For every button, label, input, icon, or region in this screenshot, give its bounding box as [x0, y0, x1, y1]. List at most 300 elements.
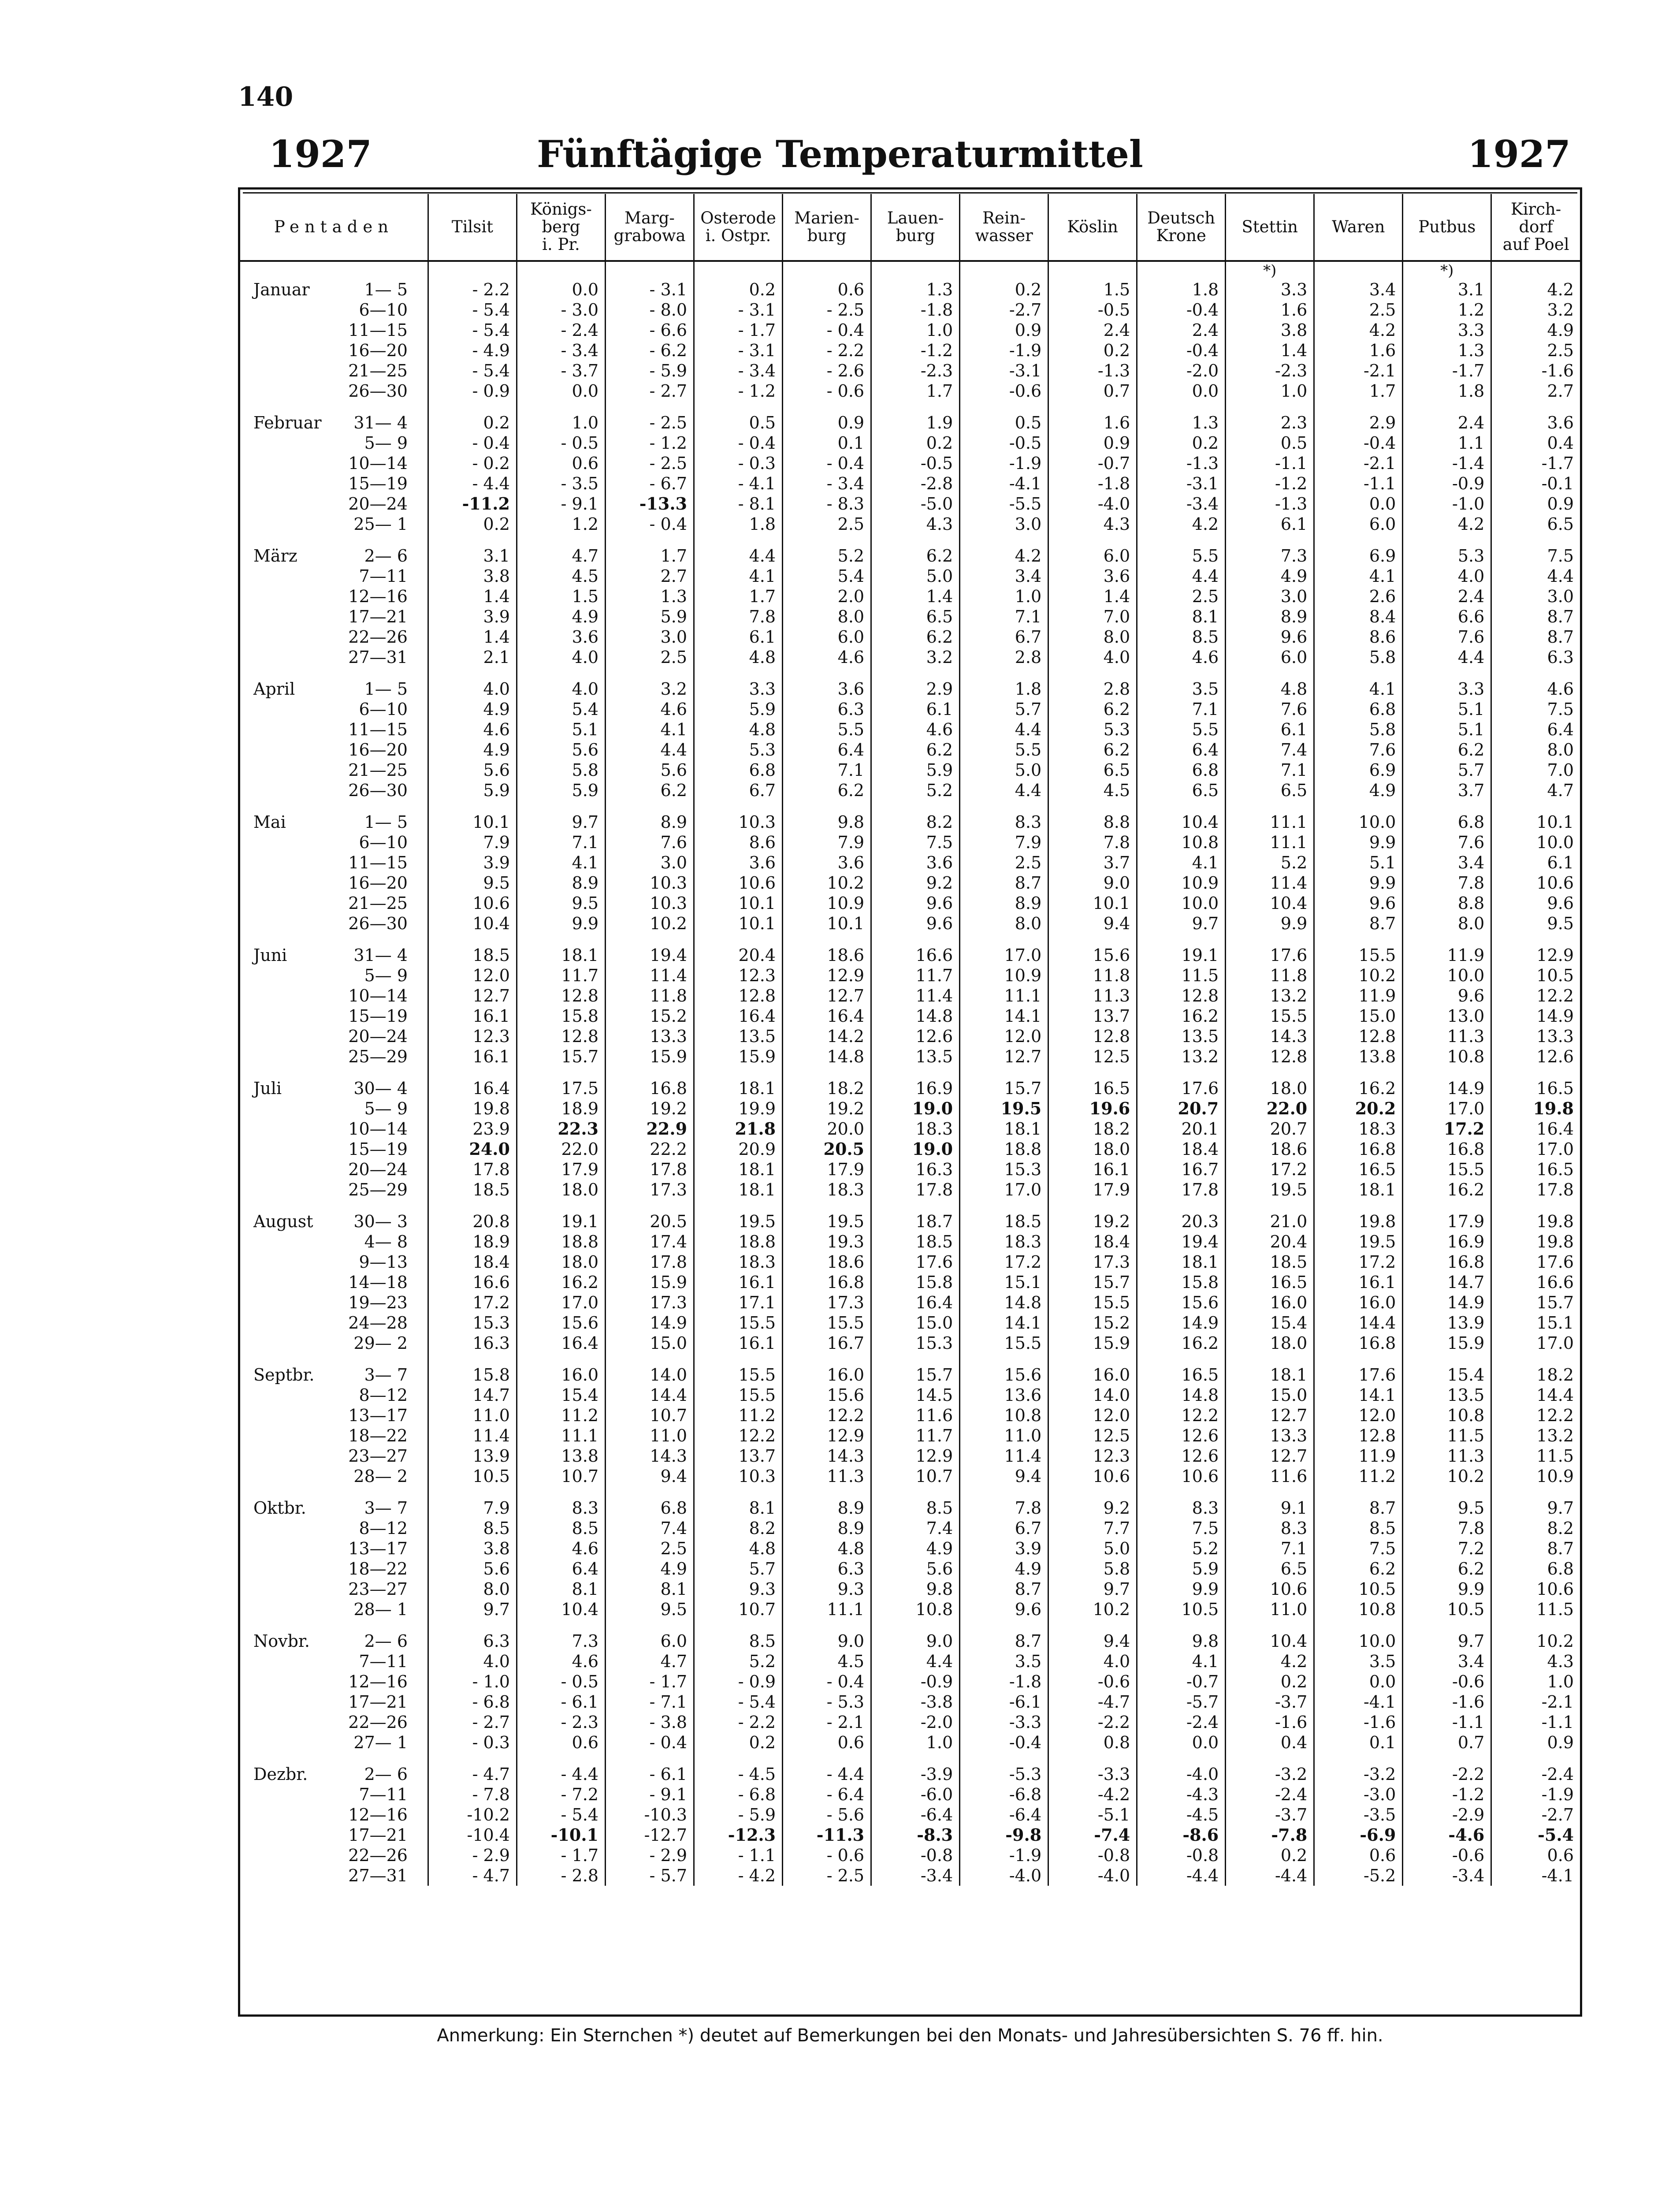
value-cell: -4.5	[1137, 1805, 1226, 1825]
gap-cell	[1314, 1486, 1403, 1498]
value-cell: 12.2	[694, 1426, 783, 1446]
value-cell: 4.4	[1137, 566, 1226, 586]
value-cell: 8.3	[960, 812, 1048, 832]
value-cell: -10.2	[428, 1805, 517, 1825]
value-cell: 15.5	[960, 1333, 1048, 1353]
value-cell: 10.2	[606, 913, 694, 934]
value-cell: 7.8	[1048, 832, 1137, 853]
value-cell: 1.4	[871, 586, 960, 607]
value-cell: -11.3	[783, 1825, 871, 1845]
value-cell: -2.3	[871, 361, 960, 381]
month-label: März	[253, 546, 297, 566]
value-cell: 18.1	[1137, 1252, 1226, 1272]
header-station: Königs- berg i. Pr.	[517, 194, 605, 261]
value-cell: 18.3	[783, 1180, 871, 1200]
value-cell: 7.5	[1314, 1538, 1403, 1559]
pentade-label: 20—24	[348, 1160, 408, 1179]
pentade-label: 15—19	[348, 474, 408, 493]
gap-cell	[1403, 1067, 1491, 1078]
value-cell: 10.4	[428, 913, 517, 934]
value-cell: 8.0	[1403, 913, 1491, 934]
value-cell: 17.8	[871, 1180, 960, 1200]
value-cell: 16.0	[517, 1365, 605, 1385]
value-cell: 1.2	[1403, 300, 1491, 320]
value-cell: 3.2	[871, 647, 960, 667]
value-cell: -0.6	[960, 381, 1048, 401]
value-cell: - 7.1	[606, 1692, 694, 1712]
month-label: Mai	[253, 812, 286, 832]
value-cell: 2.5	[606, 647, 694, 667]
value-cell: 4.5	[517, 566, 605, 586]
value-cell: 4.0	[1048, 647, 1137, 667]
value-cell: -2.0	[1137, 361, 1226, 381]
value-cell: 12.8	[1314, 1026, 1403, 1046]
value-cell: -10.1	[517, 1825, 605, 1845]
value-cell: 3.8	[428, 566, 517, 586]
pentade-label: 10—14	[348, 986, 408, 1005]
value-cell: 18.5	[1226, 1252, 1314, 1272]
gap-cell	[1314, 1067, 1403, 1078]
value-cell: 16.0	[1314, 1292, 1403, 1313]
value-cell: -2.0	[871, 1712, 960, 1732]
pentade-cell	[240, 1559, 428, 1579]
value-cell: 11.1	[960, 986, 1048, 1006]
pentade-label: 18—22	[348, 1426, 408, 1445]
value-cell: 8.6	[694, 832, 783, 853]
gap-cell	[1403, 1200, 1491, 1211]
value-cell: 0.0	[517, 279, 605, 300]
pentade-label: 25—29	[348, 1180, 408, 1199]
value-cell: 4.2	[1403, 514, 1491, 534]
value-cell: -1.4	[1403, 453, 1491, 473]
value-cell: 10.2	[1314, 965, 1403, 986]
value-cell: 21.0	[1226, 1211, 1314, 1232]
value-cell: 11.8	[1048, 965, 1137, 986]
value-cell: 18.9	[517, 1098, 605, 1119]
value-cell: 4.6	[1137, 647, 1226, 667]
value-cell: 14.9	[1403, 1078, 1491, 1098]
table-row	[240, 986, 1580, 1006]
value-cell: 3.3	[694, 679, 783, 699]
pentade-cell	[240, 1498, 428, 1518]
value-cell: 18.0	[1226, 1078, 1314, 1098]
value-cell: 10.0	[1491, 832, 1580, 853]
value-cell: 9.9	[1137, 1579, 1226, 1599]
gap-cell	[606, 401, 694, 413]
pentade-cell	[240, 361, 428, 381]
value-cell: 8.5	[694, 1631, 783, 1651]
value-cell: 9.7	[1403, 1631, 1491, 1651]
value-cell: 10.6	[428, 893, 517, 913]
pentade-label: 28— 1	[353, 1600, 408, 1619]
header-station: Putbus	[1403, 194, 1491, 261]
value-cell: 4.4	[1403, 647, 1491, 667]
value-cell: 5.1	[1403, 699, 1491, 719]
value-cell: 10.4	[1226, 1631, 1314, 1651]
value-cell: 19.8	[1491, 1098, 1580, 1119]
value-cell: 0.0	[1137, 1732, 1226, 1753]
value-cell: 10.9	[783, 893, 871, 913]
gap-cell	[960, 1486, 1048, 1498]
value-cell: 4.6	[783, 647, 871, 667]
value-cell: - 0.6	[783, 381, 871, 401]
gap-cell	[960, 934, 1048, 945]
value-cell: 3.3	[1403, 320, 1491, 340]
header-station: Köslin	[1048, 194, 1137, 261]
value-cell: -3.3	[1048, 1764, 1137, 1784]
value-cell: 12.8	[1137, 986, 1226, 1006]
value-cell: 10.5	[428, 1466, 517, 1486]
table-row	[240, 1764, 1580, 1784]
pentade-cell	[240, 1252, 428, 1272]
gap-cell	[240, 934, 428, 945]
value-cell: 10.5	[1137, 1599, 1226, 1619]
value-cell: - 0.4	[606, 1732, 694, 1753]
pentade-label: 3— 7	[364, 1365, 408, 1385]
table-row	[240, 1292, 1580, 1313]
table-row	[240, 627, 1580, 647]
value-cell: 3.0	[606, 853, 694, 873]
value-cell: 4.0	[1048, 1651, 1137, 1672]
value-cell: - 0.4	[783, 320, 871, 340]
value-cell: 5.7	[694, 1559, 783, 1579]
value-cell: 6.5	[1491, 514, 1580, 534]
value-cell: -1.8	[960, 1672, 1048, 1692]
value-cell: - 1.2	[694, 381, 783, 401]
value-cell: 11.5	[1403, 1426, 1491, 1446]
value-cell: 3.6	[517, 627, 605, 647]
pentade-label: 26—30	[348, 381, 408, 401]
value-cell: 18.1	[694, 1159, 783, 1180]
value-cell: 16.4	[517, 1333, 605, 1353]
value-cell: 3.9	[960, 1538, 1048, 1559]
value-cell: -1.7	[1403, 361, 1491, 381]
pentade-cell	[240, 433, 428, 453]
table-row	[240, 586, 1580, 607]
pentade-label: 25— 1	[353, 514, 408, 534]
page-number: 140	[238, 82, 294, 112]
gap-cell	[1048, 1200, 1137, 1211]
value-cell: 0.0	[1137, 381, 1226, 401]
value-cell: 5.9	[428, 780, 517, 800]
value-cell: 14.9	[1491, 1006, 1580, 1026]
value-cell: -8.6	[1137, 1825, 1226, 1845]
value-cell: - 5.3	[783, 1692, 871, 1712]
gap-cell	[1491, 934, 1580, 945]
value-cell: - 1.0	[428, 1672, 517, 1692]
value-cell: 4.3	[1491, 1651, 1580, 1672]
asterisk-cell	[1137, 261, 1226, 279]
value-cell: 5.0	[960, 760, 1048, 780]
value-cell: 16.8	[783, 1272, 871, 1292]
value-cell: 17.2	[1314, 1252, 1403, 1272]
value-cell: 17.8	[606, 1159, 694, 1180]
value-cell: 15.9	[606, 1272, 694, 1292]
value-cell: 7.9	[960, 832, 1048, 853]
value-cell: 3.1	[428, 546, 517, 566]
value-cell: 4.9	[428, 699, 517, 719]
value-cell: 0.0	[1314, 494, 1403, 514]
value-cell: 16.6	[1491, 1272, 1580, 1292]
pentade-cell	[240, 832, 428, 853]
value-cell: 9.7	[517, 812, 605, 832]
table-row	[240, 913, 1580, 934]
temperature-table-frame	[238, 187, 1582, 2017]
value-cell: 6.3	[428, 1631, 517, 1651]
value-cell: 14.9	[606, 1313, 694, 1333]
pentade-label: 11—15	[348, 720, 408, 739]
gap-cell	[1491, 1486, 1580, 1498]
table-row	[240, 361, 1580, 381]
value-cell: 14.4	[1314, 1313, 1403, 1333]
table-row	[240, 1026, 1580, 1046]
pentade-label: 21—25	[348, 894, 408, 913]
value-cell: 5.6	[428, 760, 517, 780]
value-cell: 5.2	[783, 546, 871, 566]
value-cell: -4.4	[1137, 1865, 1226, 1886]
pentade-cell	[240, 1313, 428, 1333]
value-cell: 19.8	[1314, 1211, 1403, 1232]
table-row	[240, 1805, 1580, 1825]
gap-cell	[606, 1753, 694, 1764]
value-cell: 7.6	[1314, 740, 1403, 760]
value-cell: 15.5	[694, 1385, 783, 1405]
value-cell: - 4.7	[428, 1764, 517, 1784]
value-cell: 0.0	[517, 381, 605, 401]
pentade-cell	[240, 945, 428, 965]
header-station: Tilsit	[428, 194, 517, 261]
value-cell: - 2.5	[783, 1865, 871, 1886]
value-cell: 5.3	[1048, 719, 1137, 740]
value-cell: 0.2	[694, 1732, 783, 1753]
value-cell: 11.1	[783, 1599, 871, 1619]
value-cell: 9.5	[428, 873, 517, 893]
value-cell: 22.0	[517, 1139, 605, 1159]
gap-cell	[960, 1067, 1048, 1078]
value-cell: 16.1	[1314, 1272, 1403, 1292]
table-row	[240, 1559, 1580, 1579]
value-cell: 10.7	[517, 1466, 605, 1486]
value-cell: -2.1	[1314, 453, 1403, 473]
value-cell: - 6.8	[428, 1692, 517, 1712]
value-cell: 19.5	[694, 1211, 783, 1232]
month-gap	[240, 934, 1580, 945]
value-cell: 17.8	[428, 1159, 517, 1180]
pentade-label: 26—30	[348, 914, 408, 933]
pentade-label: 12—16	[348, 587, 408, 606]
gap-cell	[428, 1486, 517, 1498]
value-cell: 1.3	[871, 279, 960, 300]
value-cell: 5.2	[871, 780, 960, 800]
value-cell: -4.7	[1048, 1692, 1137, 1712]
value-cell: 4.4	[606, 740, 694, 760]
value-cell: 17.0	[1403, 1098, 1491, 1119]
value-cell: 12.0	[1048, 1405, 1137, 1426]
gap-cell	[428, 934, 517, 945]
value-cell: 6.3	[1491, 647, 1580, 667]
value-cell: -0.4	[1314, 433, 1403, 453]
value-cell: 22.2	[606, 1139, 694, 1159]
gap-cell	[783, 667, 871, 679]
value-cell: 9.3	[783, 1579, 871, 1599]
gap-cell	[1226, 1753, 1314, 1764]
value-cell: - 3.8	[606, 1712, 694, 1732]
value-cell: 8.7	[960, 1579, 1048, 1599]
pentade-cell	[240, 514, 428, 534]
asterisk-cell: *)	[1226, 261, 1314, 279]
gap-cell	[871, 1200, 960, 1211]
value-cell: 4.2	[1226, 1651, 1314, 1672]
value-cell: - 9.1	[606, 1784, 694, 1805]
asterisk-cell	[517, 261, 605, 279]
value-cell: 8.1	[517, 1579, 605, 1599]
value-cell: -3.4	[1137, 494, 1226, 514]
value-cell: 4.8	[783, 1538, 871, 1559]
value-cell: 5.5	[1137, 719, 1226, 740]
table-row	[240, 832, 1580, 853]
value-cell: 1.4	[1226, 340, 1314, 361]
value-cell: 7.9	[783, 832, 871, 853]
value-cell: 8.5	[871, 1498, 960, 1518]
gap-cell	[240, 1067, 428, 1078]
value-cell: -1.0	[1403, 494, 1491, 514]
value-cell: 8.7	[960, 873, 1048, 893]
pentade-label: 1— 5	[364, 679, 408, 699]
value-cell: 3.7	[1048, 853, 1137, 873]
gap-cell	[1048, 800, 1137, 812]
value-cell: 15.0	[1226, 1385, 1314, 1405]
value-cell: 6.3	[783, 1559, 871, 1579]
value-cell: 4.9	[871, 1538, 960, 1559]
pentade-cell	[240, 1579, 428, 1599]
value-cell: 18.1	[694, 1180, 783, 1200]
gap-cell	[783, 534, 871, 546]
value-cell: 10.3	[606, 873, 694, 893]
value-cell: 16.2	[517, 1272, 605, 1292]
gap-cell	[871, 934, 960, 945]
value-cell: 12.6	[1137, 1446, 1226, 1466]
value-cell: 13.8	[1314, 1046, 1403, 1067]
pentade-cell	[240, 627, 428, 647]
value-cell: 17.6	[1137, 1078, 1226, 1098]
table-row	[240, 1119, 1580, 1139]
value-cell: - 0.3	[694, 453, 783, 473]
pentade-cell	[240, 1845, 428, 1865]
asterisk-cell: *)	[1403, 261, 1491, 279]
value-cell: 1.2	[517, 514, 605, 534]
pentade-label: 7—11	[359, 566, 408, 586]
value-cell: -5.3	[960, 1764, 1048, 1784]
value-cell: 7.0	[1048, 607, 1137, 627]
value-cell: - 0.4	[428, 433, 517, 453]
value-cell: 12.6	[1491, 1046, 1580, 1067]
value-cell: 7.8	[960, 1498, 1048, 1518]
value-cell: - 6.8	[694, 1784, 783, 1805]
value-cell: 5.8	[517, 760, 605, 780]
pentade-cell	[240, 1006, 428, 1026]
value-cell: 16.8	[1314, 1139, 1403, 1159]
value-cell: -1.2	[1403, 1784, 1491, 1805]
value-cell: -4.1	[1314, 1692, 1403, 1712]
gap-cell	[517, 401, 605, 413]
table-row	[240, 1518, 1580, 1538]
value-cell: 1.0	[1491, 1672, 1580, 1692]
value-cell: 15.9	[1048, 1333, 1137, 1353]
gap-cell	[871, 534, 960, 546]
value-cell: 10.0	[1314, 1631, 1403, 1651]
pentade-label: 31— 4	[353, 946, 408, 965]
value-cell: -5.1	[1048, 1805, 1137, 1825]
pentade-label: 16—20	[348, 873, 408, 893]
gap-cell	[1137, 1486, 1226, 1498]
value-cell: 18.0	[1048, 1139, 1137, 1159]
gap-cell	[960, 667, 1048, 679]
footnote: Anmerkung: Ein Sternchen *) deutet auf Bemerkungen bei den Monats- und Jahresübersichten S. 76 ff. hin.	[437, 2025, 1383, 2046]
value-cell: 10.4	[1137, 812, 1226, 832]
value-cell: -12.3	[694, 1825, 783, 1845]
gap-cell	[694, 1067, 783, 1078]
value-cell: -11.2	[428, 494, 517, 514]
value-cell: - 8.1	[694, 494, 783, 514]
pentade-cell	[240, 1119, 428, 1139]
value-cell: 15.0	[871, 1313, 960, 1333]
value-cell: 19.8	[428, 1098, 517, 1119]
value-cell: 0.7	[1403, 1732, 1491, 1753]
gap-cell	[240, 1486, 428, 1498]
value-cell: 17.2	[428, 1292, 517, 1313]
value-cell: 10.2	[1048, 1599, 1137, 1619]
value-cell: 5.6	[606, 760, 694, 780]
value-cell: 19.6	[1048, 1098, 1137, 1119]
value-cell: 6.0	[1314, 514, 1403, 534]
value-cell: 9.9	[1226, 913, 1314, 934]
value-cell: 19.1	[1137, 945, 1226, 965]
value-cell: - 5.4	[428, 320, 517, 340]
gap-cell	[1403, 1486, 1491, 1498]
value-cell: 15.0	[606, 1333, 694, 1353]
value-cell: -1.6	[1226, 1712, 1314, 1732]
table-row	[240, 1252, 1580, 1272]
value-cell: 1.4	[428, 586, 517, 607]
value-cell: 9.5	[517, 893, 605, 913]
value-cell: 17.2	[1403, 1119, 1491, 1139]
value-cell: 18.1	[1226, 1365, 1314, 1385]
value-cell: 0.6	[1491, 1845, 1580, 1865]
value-cell: 11.6	[871, 1405, 960, 1426]
value-cell: 10.7	[606, 1405, 694, 1426]
gap-cell	[240, 1200, 428, 1211]
value-cell: 0.5	[1226, 433, 1314, 453]
gap-cell	[517, 1619, 605, 1631]
gap-cell	[694, 667, 783, 679]
value-cell: 3.0	[1491, 586, 1580, 607]
pentade-cell	[240, 986, 428, 1006]
pentade-label: 20—24	[348, 494, 408, 514]
value-cell: 8.7	[1491, 607, 1580, 627]
pentade-label: 3— 7	[364, 1498, 408, 1518]
value-cell: 15.4	[1226, 1313, 1314, 1333]
value-cell: 17.6	[1226, 945, 1314, 965]
pentade-cell	[240, 453, 428, 473]
value-cell: -1.3	[1226, 494, 1314, 514]
value-cell: -5.0	[871, 494, 960, 514]
gap-cell	[428, 1753, 517, 1764]
value-cell: 2.4	[1137, 320, 1226, 340]
value-cell: 7.3	[1226, 546, 1314, 566]
value-cell: 18.6	[783, 1252, 871, 1272]
pentade-cell	[240, 1784, 428, 1805]
header-station: Stettin	[1226, 194, 1314, 261]
